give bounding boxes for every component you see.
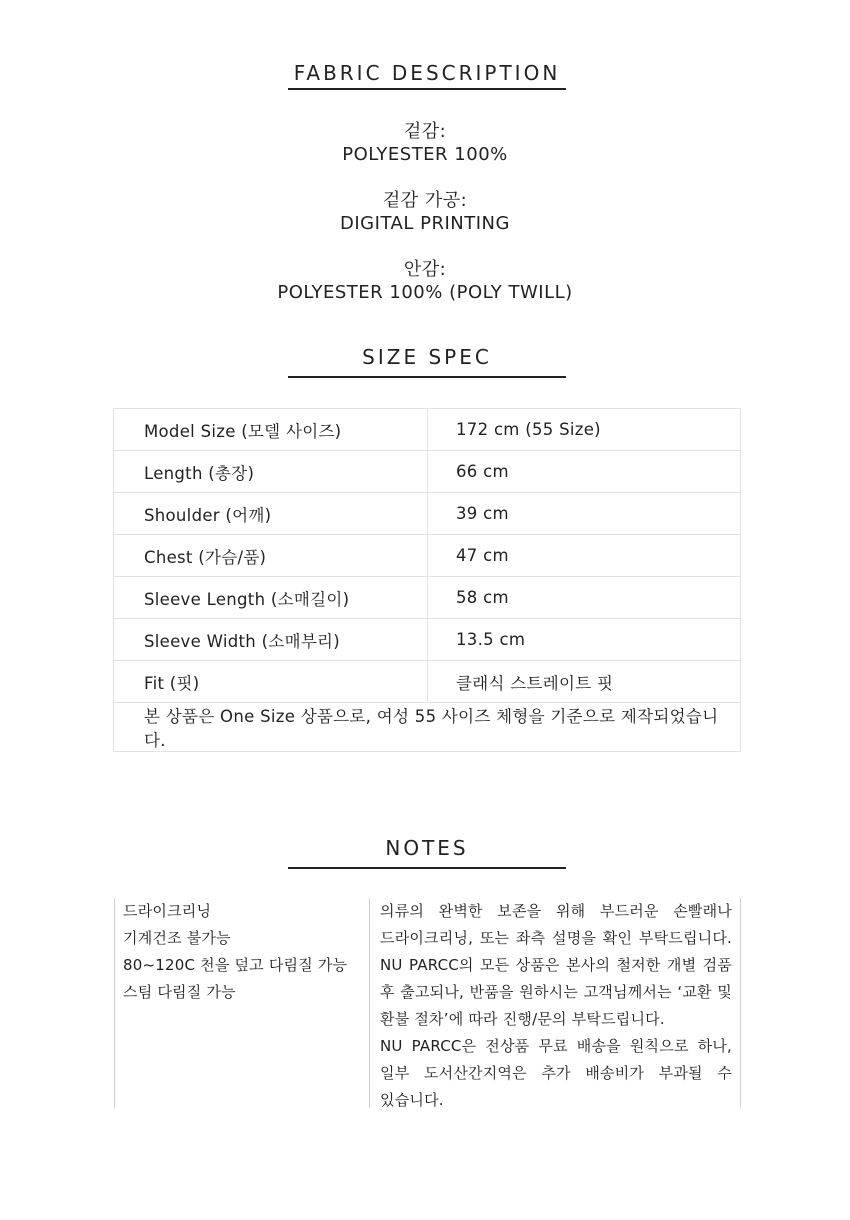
table-row: [114, 661, 741, 703]
policy-line: 드라이크리닝, 또는 좌측 설명을 확인 부탁드립니다.: [380, 929, 732, 947]
fabric-outer: [0, 120, 850, 166]
fabric-outer-label: 겉감:: [403, 121, 447, 142]
fabric-processing-label: 겉감 가공:: [382, 190, 468, 211]
spec-value: 39 cm: [428, 493, 741, 535]
size-spec-note: 본 상품은 One Size 상품으로, 여성 55 사이즈 체형을 기준으로 제작되었습니다.: [114, 703, 741, 752]
fabric-lining-value: POLYESTER 100% (POLY TWILL): [277, 282, 573, 303]
spec-label: Chest (가슴/품): [114, 535, 428, 577]
care-instructions: [114, 898, 370, 1108]
spec-value: 클래식 스트레이트 핏: [428, 661, 741, 703]
table-row: [114, 619, 741, 661]
policy-line: 의류의 완벽한 보존을 위해 부드러운 손빨래나: [380, 902, 732, 920]
size-spec-table: [113, 408, 741, 752]
policy-line: 일부 도서산간지역은 추가 배송비가 부과될 수: [380, 1064, 732, 1082]
spec-value: 47 cm: [428, 535, 741, 577]
spec-value: 172 cm (55 Size): [428, 409, 741, 451]
fabric-processing: [0, 189, 850, 235]
fabric-description: [0, 120, 850, 327]
spec-label: Model Size (모델 사이즈): [114, 409, 428, 451]
policy-line: 있습니다.: [380, 1091, 444, 1109]
size-spec-title: SIZE SPEC: [288, 344, 566, 378]
spec-value: 13.5 cm: [428, 619, 741, 661]
notes-title: NOTES: [288, 835, 566, 869]
table-row: [114, 577, 741, 619]
spec-label: Sleeve Length (소매길이): [114, 577, 428, 619]
notes: [114, 898, 741, 1108]
policy-line: 후 출고되나, 반품을 원하시는 고객님께서는 ‘교환 및: [380, 983, 732, 1001]
fabric-lining-label: 안감:: [403, 259, 447, 280]
fabric-lining: [0, 258, 850, 304]
spec-label: Length (총장): [114, 451, 428, 493]
care-item: 드라이크리닝: [123, 902, 212, 920]
care-item: 80~120C 천을 덮고 다림질 가능: [123, 956, 348, 974]
policy-line: 환불 절차’에 따라 진행/문의 부탁드립니다.: [380, 1010, 665, 1028]
table-row: [114, 493, 741, 535]
table-row: [114, 451, 741, 493]
policy-line: NU PARCC의 모든 상품은 본사의 철저한 개별 검품: [380, 956, 732, 974]
spec-value: 66 cm: [428, 451, 741, 493]
policy-notes: [371, 898, 741, 1108]
spec-label: Sleeve Width (소매부리): [114, 619, 428, 661]
table-row: [114, 535, 741, 577]
care-item: 기계건조 불가능: [123, 929, 231, 947]
spec-value: 58 cm: [428, 577, 741, 619]
fabric-description-title: FABRIC DESCRIPTION: [288, 60, 566, 90]
spec-label: Shoulder (어깨): [114, 493, 428, 535]
fabric-outer-value: POLYESTER 100%: [342, 144, 508, 165]
care-item: 스팀 다림질 가능: [123, 983, 236, 1001]
policy-line: NU PARCC은 전상품 무료 배송을 원칙으로 하나,: [380, 1037, 732, 1055]
fabric-processing-value: DIGITAL PRINTING: [340, 213, 510, 234]
spec-label: Fit (핏): [114, 661, 428, 703]
size-spec-note-row: [114, 703, 741, 752]
table-row: [114, 409, 741, 451]
